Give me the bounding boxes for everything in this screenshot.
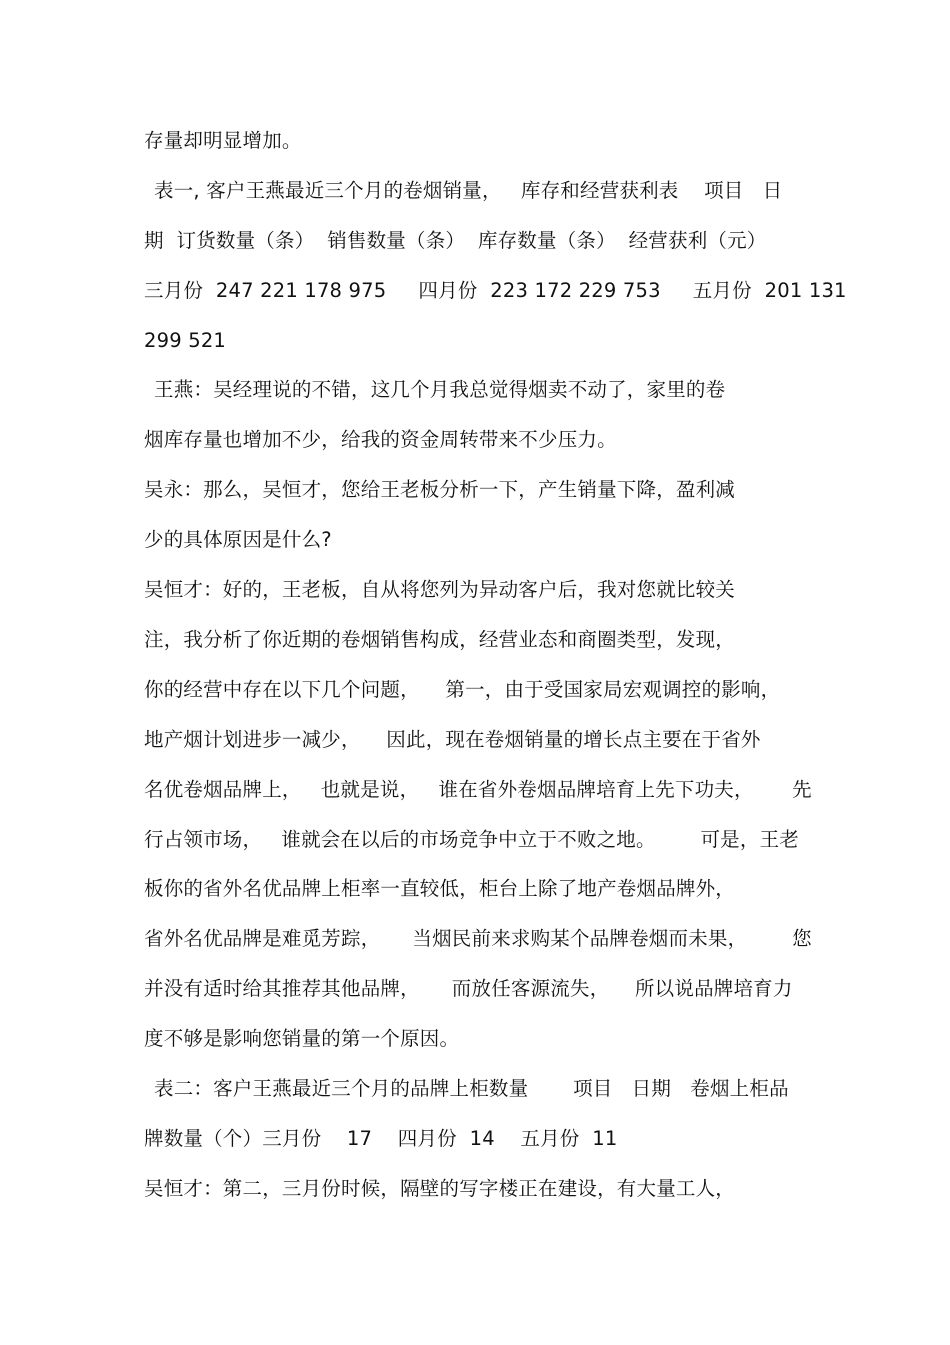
text-line: 板你的省外名优品牌上柜率一直较低，柜台上除了地产卷烟品牌外，	[144, 877, 736, 900]
text-line: 度不够是影响您销量的第一个原因。	[144, 1027, 460, 1050]
text-line: 少的具体原因是什么?	[144, 528, 332, 551]
text-line: 烟库存量也增加不少，给我的资金周转带来不少压力。	[144, 428, 617, 451]
dialogue-line: 吴恒才：第二，三月份时候，隔壁的写字楼正在建设，有大量工人，	[144, 1177, 736, 1200]
text-line: 地产烟计划进步一减少， 因此，现在卷烟销量的增长点主要在于省外	[144, 728, 761, 751]
dialogue-line: 王燕：吴经理说的不错，这几个月我总觉得烟卖不动了，家里的卷	[154, 378, 726, 401]
text-line: 299 521	[144, 329, 227, 352]
table-caption: 表二：客户王燕最近三个月的品牌上柜数量 项目 日期 卷烟上柜品	[154, 1077, 789, 1100]
text-line: 并没有适时给其推荐其他品牌， 而放任客源流失， 所以说品牌培育力	[144, 977, 793, 1000]
text-line: 注，我分析了你近期的卷烟销售构成，经营业态和商圈类型，发现，	[144, 628, 736, 651]
text-line: 名优卷烟品牌上， 也就是说， 谁在省外卷烟品牌培育上先下功夫， 先	[144, 778, 812, 801]
table-caption: 表一, 客户王燕最近三个月的卷烟销量， 库存和经营获利表 项目 日	[154, 179, 783, 202]
text-line: 牌数量（个）三月份 17 四月份 14 五月份 11	[144, 1127, 618, 1150]
dialogue-line: 吴永：那么，吴恒才，您给王老板分析一下，产生销量下降，盈利减	[144, 478, 736, 501]
text-line: 三月份 247 221 178 975 四月份 223 172 229 753 五月份 201 131	[144, 279, 847, 302]
text-line: 行占领市场， 谁就会在以后的市场竞争中立于不败之地。 可是，王老	[144, 828, 799, 851]
text-line: 省外名优品牌是难觅芳踪， 当烟民前来求购某个品牌卷烟而未果， 您	[144, 927, 812, 950]
text-line: 存量却明显增加。	[144, 129, 302, 152]
dialogue-line: 吴恒才：好的，王老板，自从将您列为异动客户后，我对您就比较关	[144, 578, 736, 601]
text-line: 期 订货数量（条） 销售数量（条） 库存数量（条） 经营获利（元）	[144, 229, 767, 252]
text-line: 你的经营中存在以下几个问题， 第一，由于受国家局宏观调控的影响，	[144, 678, 781, 701]
